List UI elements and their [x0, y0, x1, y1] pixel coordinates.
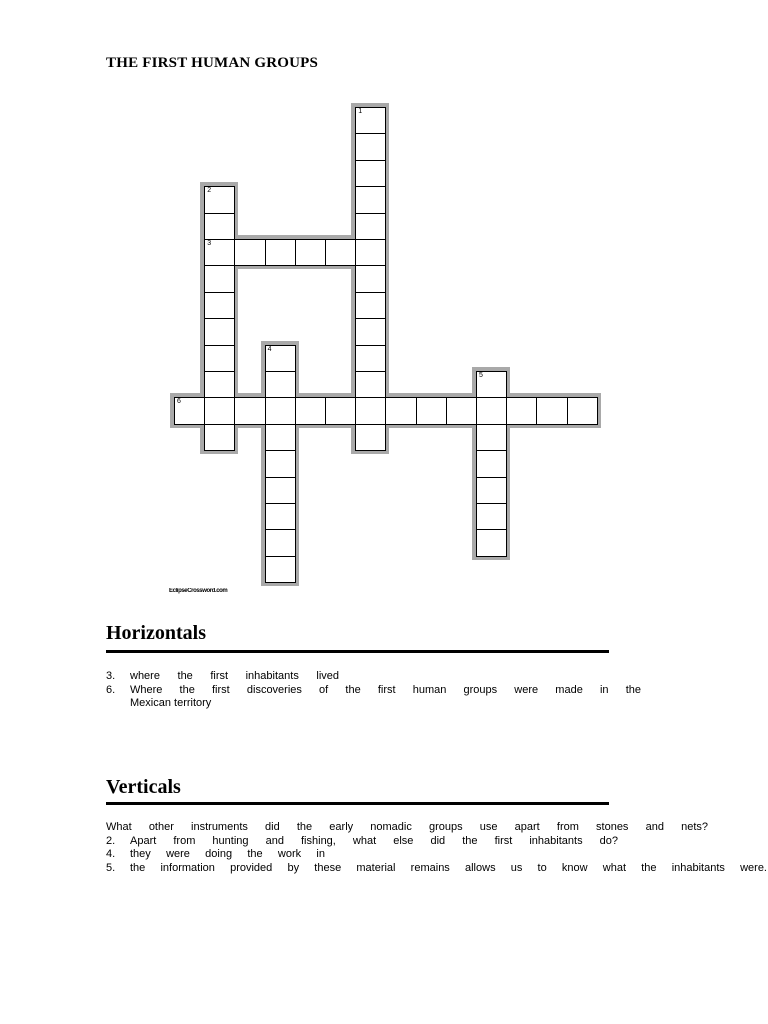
clue-number-label: 3	[207, 240, 212, 247]
crossword-cell[interactable]	[355, 371, 386, 398]
crossword-cell[interactable]	[355, 345, 386, 372]
crossword-cell[interactable]	[204, 265, 235, 292]
crossword-cell[interactable]	[325, 397, 356, 424]
crossword-cell[interactable]	[204, 424, 235, 451]
crossword-cell[interactable]	[385, 397, 416, 424]
crossword-cell[interactable]	[204, 371, 235, 398]
crossword-cell[interactable]	[174, 397, 205, 424]
page-title: THE FIRST HUMAN GROUPS	[106, 55, 319, 71]
clue-number-label: 6	[177, 398, 181, 406]
crossword-cell[interactable]	[265, 397, 296, 424]
crossword-cell[interactable]	[446, 397, 477, 424]
crossword-cell[interactable]	[355, 292, 386, 319]
crossword-cell[interactable]	[204, 292, 235, 319]
verticals-heading: Verticals	[106, 776, 181, 798]
crossword-cell[interactable]	[265, 529, 296, 556]
clue-number: 3.	[106, 670, 116, 682]
clue-number-label: 1	[358, 108, 363, 115]
crossword-cell[interactable]	[476, 397, 507, 424]
crossword-cell[interactable]	[416, 397, 447, 424]
verticals-clue-list	[106, 821, 767, 875]
crossword-cell[interactable]	[234, 239, 265, 266]
watermark-logo: EclipseCrossword.com	[169, 588, 228, 594]
horizontals-clue-list	[106, 670, 641, 711]
crossword-cell[interactable]	[476, 424, 507, 451]
verticals-rule	[106, 802, 609, 805]
clue-number: 2.	[106, 834, 116, 847]
crossword-cell[interactable]	[295, 397, 326, 424]
crossword-cell[interactable]	[536, 397, 567, 424]
clue-number: 5.	[106, 861, 116, 874]
clue-text: the information provided by these material remains allows us to know what the inhabitants were.	[130, 861, 767, 874]
clue-number: 6.	[106, 683, 116, 696]
clue-down-4	[106, 848, 325, 862]
clue-number: 4.	[106, 848, 116, 860]
crossword-cell[interactable]	[355, 424, 386, 451]
crossword-cell[interactable]	[355, 397, 386, 424]
crossword-cell[interactable]	[204, 345, 235, 372]
clue-text: where the first inhabitants lived	[130, 670, 339, 682]
crossword-cell[interactable]	[476, 450, 507, 477]
crossword-cell[interactable]	[476, 371, 507, 398]
clue-text: they were doing the work in	[130, 848, 325, 860]
crossword-cell[interactable]	[204, 239, 235, 266]
clue-text: Apart from hunting and fishing, what else did the first inhabitants do?	[130, 834, 618, 847]
crossword-cell[interactable]	[325, 239, 356, 266]
crossword-cell[interactable]	[265, 345, 296, 372]
crossword-cell[interactable]	[355, 239, 386, 266]
crossword-cell[interactable]	[265, 477, 296, 504]
crossword-cell[interactable]	[204, 318, 235, 345]
crossword-cell[interactable]	[204, 186, 235, 213]
crossword-cell[interactable]	[204, 213, 235, 240]
clue-text-continuation: Mexican territory	[130, 697, 212, 709]
crossword-cell[interactable]	[476, 503, 507, 530]
crossword-cell[interactable]	[355, 265, 386, 292]
crossword-cell[interactable]	[234, 397, 265, 424]
horizontals-heading: Horizontals	[106, 622, 206, 644]
clue-number-label: 2	[207, 187, 212, 195]
crossword-cell[interactable]	[355, 213, 386, 240]
horizontals-rule	[106, 650, 609, 653]
crossword-cell[interactable]	[265, 503, 296, 530]
crossword-cell[interactable]	[265, 450, 296, 477]
crossword-cell[interactable]	[506, 397, 537, 424]
clue-number-label: 4	[267, 345, 272, 353]
crossword-cell[interactable]	[204, 397, 235, 424]
crossword-cell[interactable]	[265, 239, 296, 266]
crossword-cell[interactable]	[355, 318, 386, 345]
crossword-cell[interactable]	[355, 133, 386, 160]
crossword-cell[interactable]	[265, 424, 296, 451]
clue-down-5	[106, 862, 767, 876]
clue-text: Where the first discoveries of the first human groups were made in the	[130, 683, 641, 696]
crossword-cell[interactable]	[265, 371, 296, 398]
crossword-cell[interactable]	[355, 107, 386, 134]
crossword-cell[interactable]	[476, 529, 507, 556]
crossword-cell[interactable]	[265, 556, 296, 583]
crossword-cell[interactable]	[295, 239, 326, 266]
crossword-cell[interactable]	[567, 397, 598, 424]
clue-across-6	[106, 684, 641, 711]
clue-down-1	[106, 821, 708, 835]
crossword-cell[interactable]	[476, 477, 507, 504]
crossword-cell[interactable]	[355, 160, 386, 187]
clue-number-label: 5	[479, 372, 483, 379]
clue-text: What other instruments did the early nomadic groups use apart from stones and nets?	[106, 821, 708, 833]
crossword-cell[interactable]	[355, 186, 386, 213]
clue-across-3	[106, 670, 339, 684]
clue-down-2	[106, 835, 618, 849]
